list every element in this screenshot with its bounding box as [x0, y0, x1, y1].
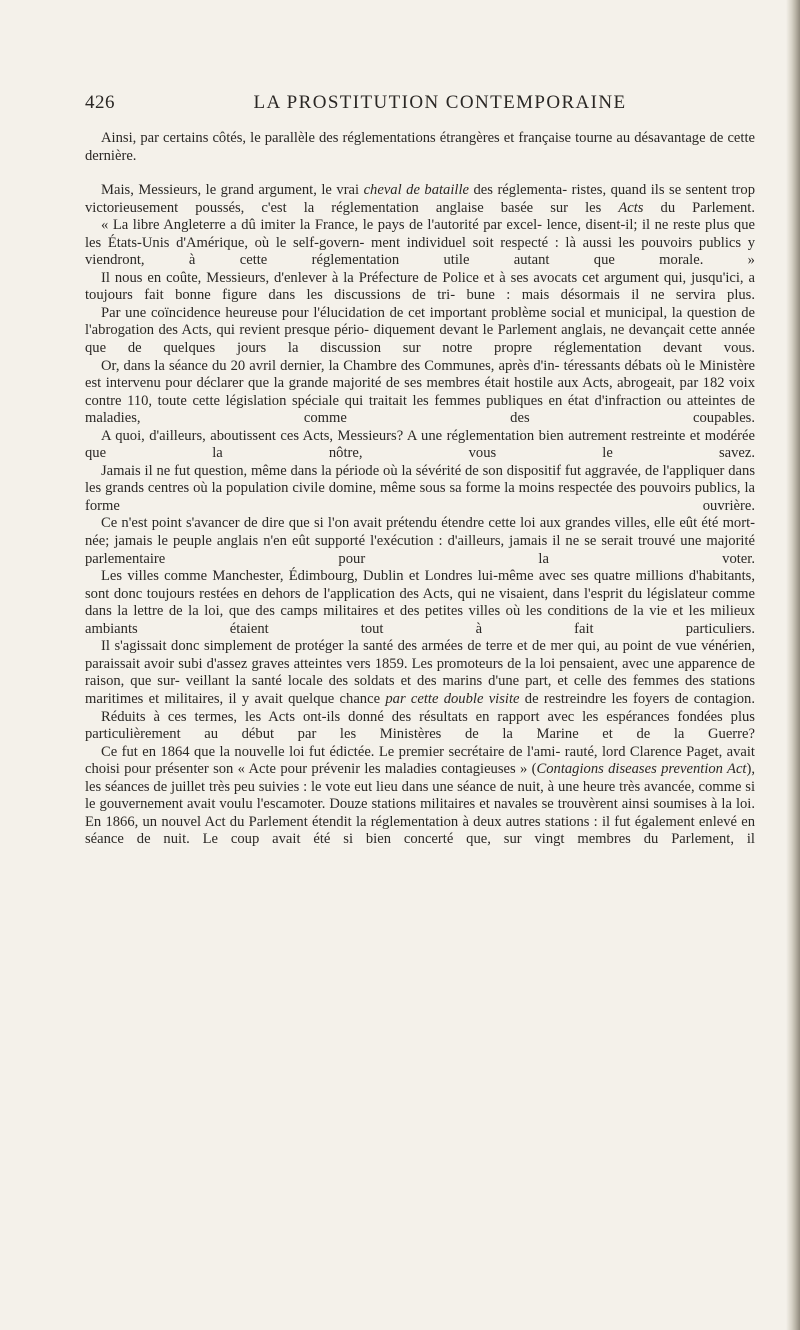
- paragraph-7: A quoi, d'ailleurs, aboutissent ces Acts, Messieurs? A une réglementation bien autrement restreinte et modérée que la nôtre, vous le savez.: [85, 427, 755, 462]
- paragraph-2: Mais, Messieurs, le grand argument, le vrai cheval de bataille des réglementa- ristes, quand ils se sentent trop victorieusement poussés, c'est la réglementation anglaise basée sur les Acts du Parlement.: [85, 182, 756, 216]
- paragraph-5: Par une coïncidence heureuse pour l'élucidation de cet important problème social et municipal, la question de l'abrogation des Acts, qui revient presque pério- diquement devant le Parlement anglais, ne devançait cette année que de quelques jours la discussion sur notre propre réglementation devant vous.: [85, 304, 755, 357]
- paragraph-9: Ce n'est point s'avancer de dire que si l'on avait prétendu étendre cette loi aux grandes villes, elle eût été mort-née; jamais le peuple anglais n'en eût supporté l'exécution : d'ailleurs, jamais il ne se serait trouvé une majorité parlementaire pour la voter.: [85, 515, 756, 567]
- body-text: [85, 130, 755, 849]
- running-title: LA PROSTITUTION CONTEMPORAINE: [253, 92, 627, 113]
- running-header: [85, 92, 755, 122]
- paragraph-8: Jamais il ne fut question, même dans la période où la sévérité de son dispositif fut aggravée, de l'appliquer dans les grands centres où la population civile domine, même sous sa forme la moins respectée des pouvoirs publics, la forme ouvrière.: [85, 462, 755, 514]
- page-edge-shadow: [786, 0, 800, 1330]
- paragraph-3: « La libre Angleterre a dû imiter la France, le pays de l'autorité par excel- lence, disent-il; il ne reste plus que les États-Unis d'Amérique, où le self-govern- ment individuel soit respecté : là aussi les pouvoirs publics y viendront, à cette réglementation utile autant que morale. »: [85, 217, 756, 269]
- paragraph-6: Or, dans la séance du 20 avril dernier, la Chambre des Communes, après d'in- téressants débats où le Ministère est intervenu pour déclarer que la grande majorité de ses membres était hostile aux Acts, abrogeait, par 182 voix contre 110, toute cette législation spéciale qui traitait les femmes publiques en état d'infraction ou atteintes de maladies, comme des coupables.: [85, 357, 756, 427]
- paragraph-4: Il nous en coûte, Messieurs, d'enlever à la Préfecture de Police et à ses avocats cet argument qui, jusqu'ici, a toujours fait bonne figure dans les discussions de tri- bune : mais désormais il ne servira plus.: [85, 269, 756, 304]
- italic-phrase: par cette double visite: [385, 690, 520, 707]
- paragraph-1: Ainsi, par certains côtés, le parallèle des réglementations étrangères et française tourne au désavantage de cette dernière.: [85, 130, 755, 164]
- italic-phrase: Acts: [618, 199, 644, 216]
- paragraph-12: Réduits à ces termes, les Acts ont-ils donné des résultats en rapport avec les espérances fondées plus particulièrement au début par les Ministères de la Marine et de la Guerre?: [85, 708, 755, 743]
- page-number: 426: [85, 92, 115, 113]
- paragraph-13: Ce fut en 1864 que la nouvelle loi fut édictée. Le premier secrétaire de l'ami- rauté, lord Clarence Paget, avait choisi pour présenter son « Acte pour prévenir les maladies contagieuses » (Contagions diseases prevention Act), les séances de juillet très peu suivies : le vote eut lieu dans une séance de nuit, à une heure très avancée, comme si le gouvernement avait voulu l'escamoter. Douze stations militaires et navales se trouvèrent ainsi soumises à la loi. En 1866, un nouvel Act du Parlement étendit la réglementation à deux autres stations : il fut également enlevé en séance de nuit. Le coup avait été si bien concerté que, sur vingt membres du Parlement, il: [85, 743, 756, 848]
- paragraph-10: Les villes comme Manchester, Édimbourg, Dublin et Londres lui-même avec ses quatre millions d'habitants, sont donc toujours restées en dehors de l'application des Acts, qui ne visaient, dans l'esprit du législateur comme dans la lettre de la loi, que des camps militaires et des petites villes où les conditions de la vie et les milieux ambiants étaient tout à fait particuliers.: [85, 568, 755, 637]
- italic-phrase: cheval de bataille: [363, 182, 470, 199]
- italic-phrase: Contagions diseases prevention Act: [536, 761, 747, 778]
- paragraph-11: Il s'agissait donc simplement de protéger la santé des armées de terre et de mer qui, au point de vue vénérien, paraissait avoir subi d'assez graves atteintes vers 1859. Les promoteurs de la loi pensaient, avec une apparence de raison, que sur- veillant la santé locale des soldats et des marins d'une part, et celle des femmes des stations maritimes et militaires, il y avait quelque chance par cette double visite de restreindre les foyers de contagion.: [85, 638, 756, 707]
